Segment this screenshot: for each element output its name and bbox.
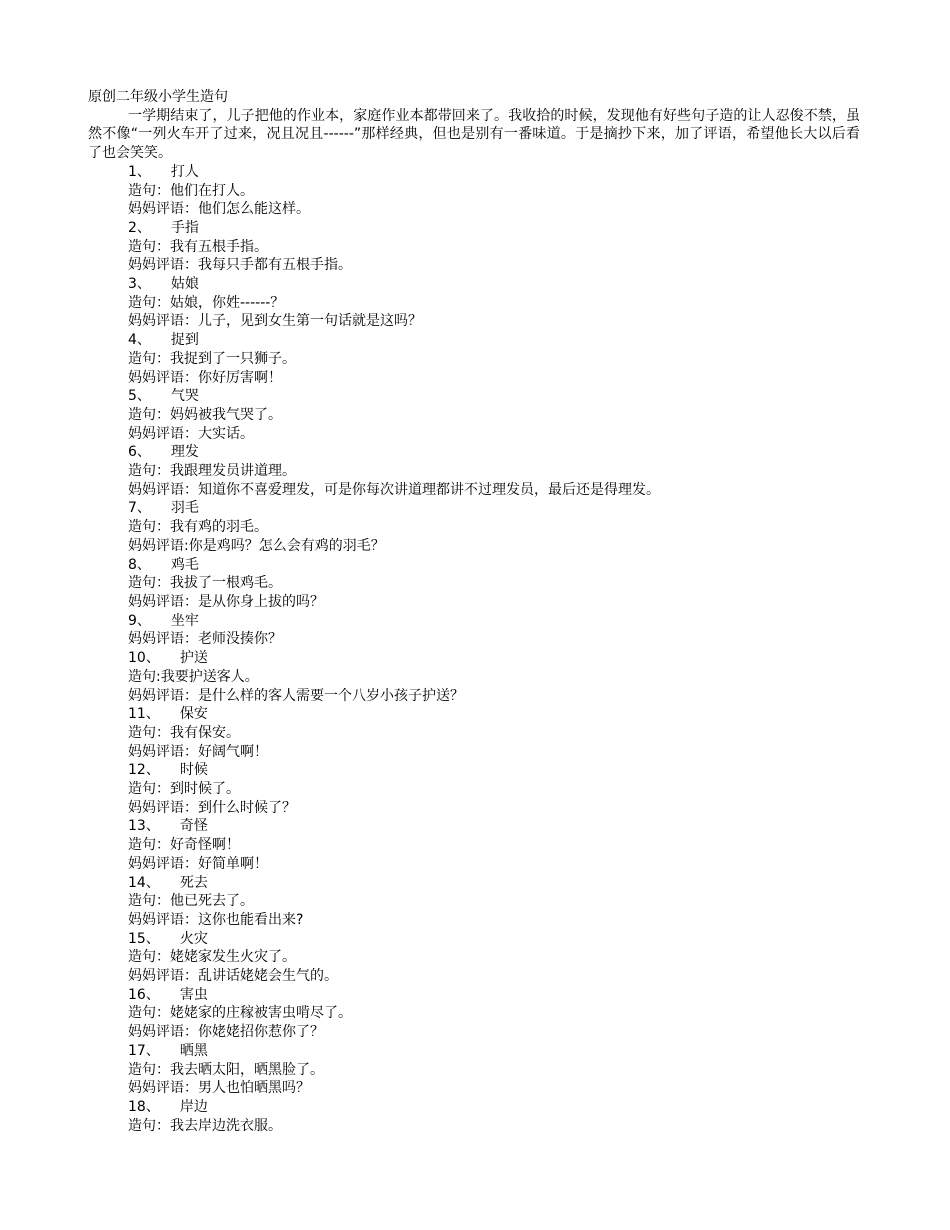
list-item (88, 761, 860, 817)
item-heading (88, 612, 860, 631)
item-word: 姑娘 (170, 276, 199, 293)
item-number: 6、 (128, 444, 151, 461)
list-item (88, 986, 860, 1042)
item-word: 死去 (179, 874, 208, 891)
item-word: 火灾 (179, 930, 208, 947)
list-item (88, 817, 860, 873)
example-sentence: 造句：他已死去了。 (128, 893, 254, 910)
mom-comment: 妈妈评语：好简单啊！ (128, 855, 268, 872)
list-item (88, 1098, 860, 1135)
list-item (88, 649, 860, 705)
mom-comment: 妈妈评语：儿子，见到女生第一句话就是这吗？ (128, 313, 422, 330)
mom-comment: 妈妈评语：老师没揍你？ (128, 631, 282, 648)
item-word: 晒黑 (179, 1042, 208, 1059)
example-sentence: 造句:我要护送客人。 (128, 668, 259, 685)
item-word: 打人 (170, 163, 199, 180)
item-heading (88, 1042, 860, 1061)
mom-comment: 妈妈评语:你是鸡吗？怎么会有鸡的羽毛？ (128, 537, 385, 554)
mom-comment: 妈妈评语：知道你不喜爱理发，可是你每次讲道理都讲不过理发员，最后还是得理发。 (128, 481, 660, 498)
item-number: 2、 (128, 219, 151, 236)
document-title: 原创二年级小学生造句 (88, 89, 228, 105)
item-number: 17、 (128, 1042, 160, 1059)
item-heading (88, 930, 860, 949)
item-heading (88, 499, 860, 518)
item-heading (88, 163, 860, 182)
example-sentence: 造句：我跟理发员讲道理。 (128, 463, 296, 480)
example-sentence: 造句：姥姥家的庄稼被害虫啃尽了。 (128, 1005, 352, 1022)
list-item (88, 705, 860, 761)
mom-comment: 妈妈评语：他们怎么能这样。 (128, 201, 310, 218)
item-word: 奇怪 (179, 818, 208, 835)
item-word: 坐牢 (170, 612, 199, 629)
item-number: 16、 (128, 986, 160, 1003)
item-number: 8、 (128, 556, 151, 573)
list-item (88, 219, 860, 275)
item-number: 13、 (128, 818, 160, 835)
example-sentence: 造句：我去晒太阳，晒黑脸了。 (128, 1061, 324, 1078)
list-item (88, 874, 860, 930)
list-item (88, 331, 860, 387)
example-sentence: 造句：我拔了一根鸡毛。 (128, 575, 282, 592)
example-sentence: 造句：姥姥家发生火灾了。 (128, 949, 296, 966)
example-sentence: 造句：我有保安。 (128, 724, 240, 741)
item-number: 11、 (128, 706, 160, 723)
intro-paragraph: 一学期结束了，儿子把他的作业本，家庭作业本都带回来了。我收拾的时候，发现他有好些句子造的让人忍俊不禁，虽然不像“一列火车开了过来，况且况且------”那样经典，但也是别有一番味道。于是摘抄下来，加了评语，希望他长大以后看了也会笑笑。 (88, 107, 860, 162)
item-word: 护送 (179, 650, 208, 667)
item-heading (88, 1098, 860, 1117)
item-heading (88, 874, 860, 893)
list-item (88, 612, 860, 649)
example-sentence: 造句：我去岸边洗衣服。 (128, 1117, 282, 1134)
item-word: 气哭 (170, 388, 199, 405)
example-sentence: 造句：他们在打人。 (128, 182, 254, 199)
example-sentence: 造句：我捉到了一只狮子。 (128, 350, 296, 367)
item-word: 保安 (179, 706, 208, 723)
example-sentence: 造句：好奇怪啊！ (128, 837, 240, 854)
item-heading (88, 649, 860, 668)
item-word: 羽毛 (170, 500, 199, 517)
item-number: 3、 (128, 276, 151, 293)
mom-comment: 妈妈评语：这你也能看出来? (128, 911, 304, 928)
item-number: 1、 (128, 163, 151, 180)
item-word: 时候 (179, 762, 208, 779)
mom-comment: 妈妈评语：我每只手都有五根手指。 (128, 257, 352, 274)
document-page (88, 88, 860, 1135)
list-item (88, 387, 860, 443)
mom-comment: 妈妈评语：乱讲话姥姥会生气的。 (128, 968, 338, 985)
example-sentence: 造句：妈妈被我气哭了。 (128, 406, 282, 423)
item-number: 9、 (128, 612, 151, 629)
item-heading (88, 387, 860, 406)
mom-comment: 妈妈评语：大实话。 (128, 425, 254, 442)
mom-comment: 妈妈评语：男人也怕晒黑吗？ (128, 1080, 310, 1097)
item-heading (88, 556, 860, 575)
item-number: 18、 (128, 1098, 160, 1115)
list-item (88, 443, 860, 499)
item-heading (88, 761, 860, 780)
mom-comment: 妈妈评语：你姥姥招你惹你了？ (128, 1024, 324, 1041)
item-word: 岸边 (179, 1098, 208, 1115)
item-heading (88, 705, 860, 724)
item-heading (88, 275, 860, 294)
item-word: 鸡毛 (170, 556, 199, 573)
item-heading (88, 219, 860, 238)
list-item (88, 556, 860, 612)
item-word: 害虫 (179, 986, 208, 1003)
example-sentence: 造句：我有鸡的羽毛。 (128, 519, 268, 536)
item-number: 4、 (128, 332, 151, 349)
item-heading (88, 986, 860, 1005)
item-number: 15、 (128, 930, 160, 947)
list-item (88, 499, 860, 555)
item-word: 手指 (170, 219, 199, 236)
item-number: 5、 (128, 388, 151, 405)
example-sentence: 造句：我有五根手指。 (128, 238, 268, 255)
mom-comment: 妈妈评语：是什么样的客人需要一个八岁小孩子护送？ (128, 687, 464, 704)
item-word: 理发 (170, 444, 199, 461)
list-item (88, 275, 860, 331)
item-word: 捉到 (170, 332, 199, 349)
example-sentence: 造句：姑娘，你姓------？ (128, 294, 285, 311)
item-heading (88, 817, 860, 836)
item-number: 7、 (128, 500, 151, 517)
item-heading (88, 331, 860, 350)
sentence-list (88, 163, 860, 1136)
item-number: 12、 (128, 762, 160, 779)
mom-comment: 妈妈评语：到什么时候了？ (128, 799, 296, 816)
list-item (88, 163, 860, 219)
mom-comment: 妈妈评语：你好厉害啊！ (128, 369, 282, 386)
example-sentence: 造句：到时候了。 (128, 781, 240, 798)
item-number: 10、 (128, 650, 160, 667)
list-item (88, 930, 860, 986)
mom-comment: 妈妈评语：是从你身上拔的吗？ (128, 593, 324, 610)
list-item (88, 1042, 860, 1098)
item-number: 14、 (128, 874, 160, 891)
item-heading (88, 443, 860, 462)
mom-comment: 妈妈评语：好阔气啊！ (128, 743, 268, 760)
